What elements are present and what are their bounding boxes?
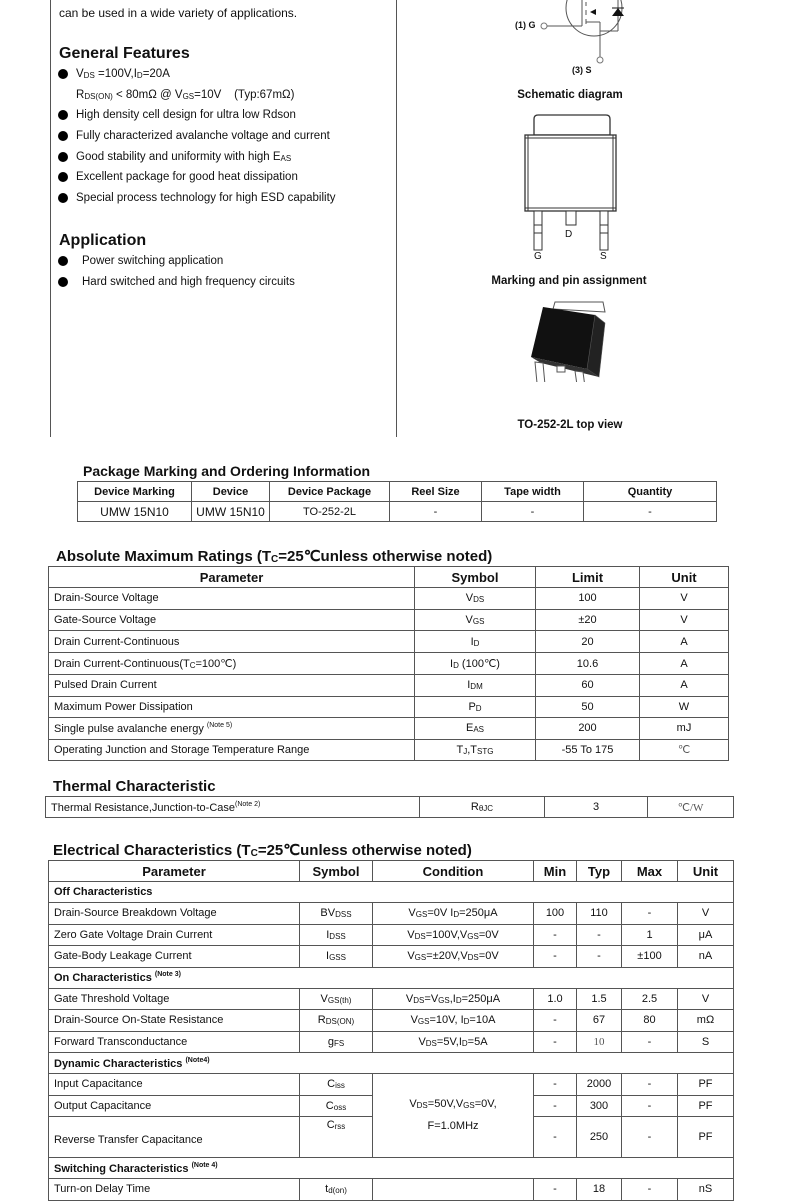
bullet-icon <box>58 193 68 203</box>
table-row: Gate Threshold Voltage $V_{GS(th)}$ $V_{DS}=V_{GS},I_D=250\mu A$ 1.0 1.5 2.5 V <box>49 988 734 1010</box>
mosfet-symbol-icon <box>510 0 630 80</box>
application-item: Hard switched and high frequency circuits <box>58 272 295 293</box>
bullet-icon <box>58 277 68 287</box>
column-header: Device Marking <box>78 482 192 502</box>
drain-pin-label: D <box>565 229 573 240</box>
application-item: Power switching application <box>58 251 295 272</box>
gate-pin-label: (1) G <box>515 20 536 30</box>
feature-item: $V_{DS} =100V,I_D=20A$ <box>58 64 336 85</box>
table-row: UMW 15N10 UMW 15N10 TO-252-2L - - - <box>78 502 717 522</box>
source-pin-label: (3) S <box>572 65 592 75</box>
table-row: Gate-Source Voltage $V_{GS}$ ±20 V <box>49 609 729 631</box>
column-header: Tape width <box>482 482 584 502</box>
general-features-heading: General Features <box>59 45 190 62</box>
package-marking-table <box>77 481 717 522</box>
gate-pin-label: G <box>534 251 542 262</box>
section-row: Switching Characteristics $^{(Note 4)}$ <box>49 1158 734 1179</box>
table-header-row <box>78 482 717 502</box>
table-row: Output Capacitance $C_{oss}$ - 300 - PF <box>49 1095 734 1117</box>
section-row: Off Characteristics <box>49 882 734 903</box>
table-row: Turn-on Delay Time $t_{d(on)}$ - 18 - nS <box>49 1179 734 1201</box>
table-row: Thermal Resistance,Junction-to-Case$^{(Note 2)}$ $R_{\theta JC}$ 3 ℃/W <box>46 797 734 818</box>
column-header: Device <box>192 482 270 502</box>
bullet-icon <box>58 172 68 182</box>
bullet-icon <box>58 110 68 120</box>
general-features-list <box>58 64 336 209</box>
intro-text: can be used in a wide variety of applications. <box>59 6 298 20</box>
table-row: Gate-Body Leakage Current $I_{GSS}$ $V_{GS}=\pm 20V,V_{DS}=0V$ - - ±100 nA <box>49 946 734 968</box>
table-row: Single pulse avalanche energy $^{(Note 5)}$ $E_{AS}$ 200 mJ <box>49 718 729 740</box>
to252-package-icon <box>525 297 615 382</box>
table-row: Forward Transconductance $g_{FS}$ $V_{DS}=5V,I_D=5A$ - 10 - S <box>49 1031 734 1053</box>
package-marking-title: Package Marking and Ordering Information <box>83 463 371 479</box>
absolute-max-title: Absolute Maximum Ratings ($T_C=25℃unless$ otherwise noted) <box>56 548 493 565</box>
table-row: Drain-Source On-State Resistance $R_{DS(ON)}$ $V_{GS}=10V$, $I_D=10A$ - 67 80 mΩ <box>49 1010 734 1032</box>
electrical-title: Electrical Characteristics ($T_C=25℃unless$ otherwise noted) <box>53 842 472 859</box>
pin-assignment-diagram <box>520 113 620 262</box>
schematic-diagram <box>510 0 630 80</box>
source-pin-label: S <box>600 251 607 262</box>
package-caption: TO-252-2L top view <box>517 419 623 431</box>
bullet-icon <box>58 152 68 162</box>
feature-item: Good stability and uniformity with high $E_{AS}$ <box>58 147 336 168</box>
section-row: On Characteristics $^{(Note 3)}$ <box>49 967 734 988</box>
column-header: Quantity <box>584 482 717 502</box>
application-list <box>58 251 295 292</box>
table-row: Drain Current-Continuous $I_D$ 20 A <box>49 631 729 653</box>
table-row: Drain-Source Voltage $V_{DS}$ 100 V <box>49 588 729 610</box>
bullet-icon <box>58 69 68 79</box>
table-row: Operating Junction and Storage Temperature Range $T_J,T_{STG}$ -55 To 175 ℃ <box>49 739 729 761</box>
feature-item: Excellent package for good heat dissipation <box>58 167 336 188</box>
electrical-table <box>48 860 734 1201</box>
package-top-view <box>525 297 615 382</box>
schematic-caption: Schematic diagram <box>517 89 623 101</box>
table-header-row: Parameter Symbol Condition Min Typ Max Unit <box>49 861 734 882</box>
absolute-max-table <box>48 566 729 761</box>
thermal-title: Thermal Characteristic <box>53 778 216 795</box>
application-heading: Application <box>59 232 147 249</box>
bullet-icon <box>58 256 68 266</box>
feature-item: $R_{DS(ON)} < 80m\Omega$ @ $V_{GS}=10V$ (Typ:67mΩ) <box>76 88 295 101</box>
column-header: Reel Size <box>390 482 482 502</box>
table-row: Maximum Power Dissipation $P_D$ 50 W <box>49 696 729 718</box>
section-row: Dynamic Characteristics $^{(Note4)}$ <box>49 1053 734 1074</box>
table-row: Drain Current-$Continuous(T_C=100℃)$ $I_D$ (100℃) 10.6 A <box>49 653 729 675</box>
table-row: Drain-Source Breakdown Voltage $BV_{DSS}$ $V_{GS}=0V$ $I_D=250\mu A$ 100 110 - V <box>49 903 734 925</box>
table-row: Input Capacitance $C_{iss}$ $V_{DS}=50V,V_{GS}=0V$, F=1.0MHz - 2000 - PF <box>49 1074 734 1096</box>
table-header-row: Parameter Symbol Limit Unit <box>49 567 729 588</box>
bullet-icon <box>58 131 68 141</box>
feature-item: High density cell design for ultra low Rdson <box>58 105 336 126</box>
column-header: Device Package <box>270 482 390 502</box>
table-row: Zero Gate Voltage Drain Current $I_{DSS}$ $V_{DS}=100V,V_{GS}=0V$ - - 1 μA <box>49 924 734 946</box>
table-row: Reverse Transfer Capacitance $C_{rss}$ - 250 - PF <box>49 1117 734 1158</box>
thermal-table <box>45 796 734 818</box>
table-row: Pulsed Drain Current $I_{DM}$ 60 A <box>49 675 729 697</box>
feature-item: Special process technology for high ESD capability <box>58 188 336 209</box>
marking-caption: Marking and pin assignment <box>491 275 647 287</box>
feature-item: Fully characterized avalanche voltage and current <box>58 126 336 147</box>
